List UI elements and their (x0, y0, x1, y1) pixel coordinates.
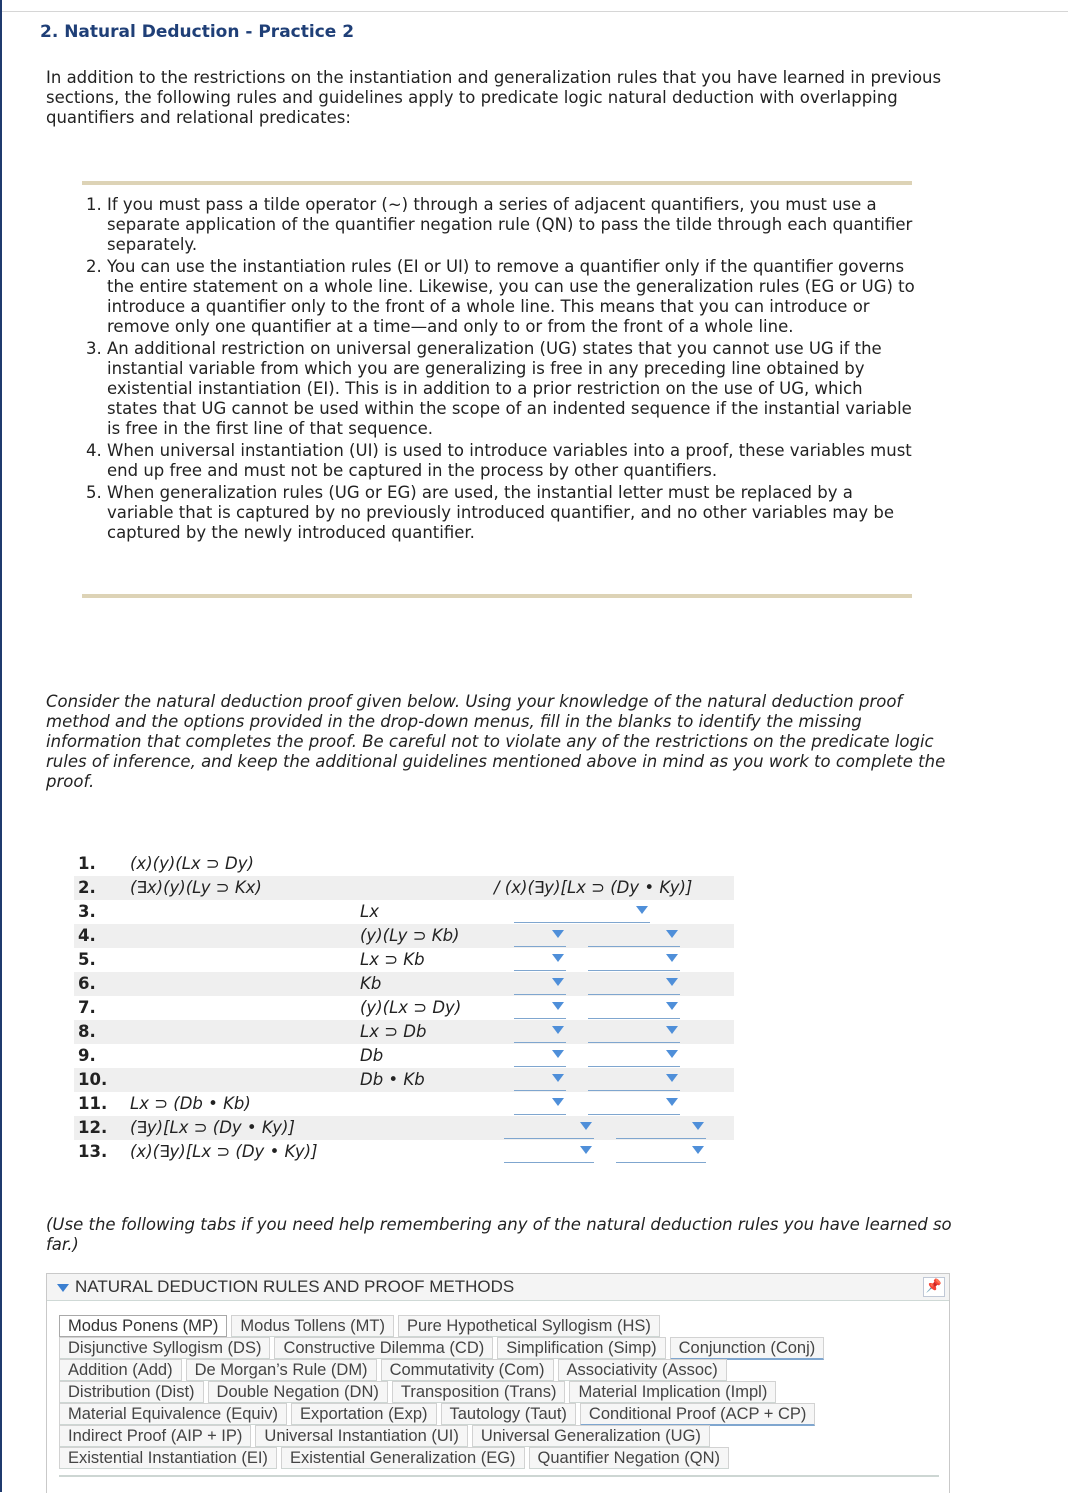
guidelines-bottom-rule (82, 594, 912, 598)
instructions-paragraph: Consider the natural deduction proof given below. Using your knowledge of the natural deduction proof method and the options provided in the drop-down menus, fill in the blanks to identify the missing information that completes the proof. Be careful not to violate any of the restrictions on the predicate logic rules of inference, and keep the additional guidelines mentioned above in mind as you work to complete the proof. (46, 692, 946, 791)
tab-row (59, 1403, 819, 1425)
tab-modus-tollens[interactable]: Modus Tollens (MT) (231, 1315, 394, 1337)
line-12-rule-dropdown[interactable] (616, 1116, 706, 1139)
guideline-item: 3. An additional restriction on universal generalization (UG) states that you cannot use UG if the instantial variable from which you are generalizing is free in any preceding line obtained by existential instantiation (EI). This is in addition to a prior restriction on the use of UG, which states that UG cannot be used within the scope of an indented sequence if the instantial variable is free in the first line of that sequence. (107, 339, 917, 439)
proof-line-12 (74, 1116, 734, 1140)
rule-tabs (59, 1315, 939, 1477)
guidelines-box (82, 181, 915, 599)
line-4-line-ref-dropdown[interactable] (514, 924, 566, 947)
guidelines-list (82, 195, 917, 545)
tab-constructive-dilemma[interactable]: Constructive Dilemma (CD) (274, 1337, 493, 1359)
tab-tautology[interactable]: Tautology (Taut) (441, 1403, 576, 1425)
line-5-rule-dropdown[interactable] (588, 948, 680, 971)
line-statement: Db • Kb (360, 1070, 425, 1089)
chevron-down-icon (636, 906, 648, 914)
tab-row (59, 1381, 780, 1403)
tab-modus-ponens[interactable]: Modus Ponens (MP) (59, 1315, 227, 1337)
proof-line-5 (74, 948, 734, 972)
tab-transposition[interactable]: Transposition (Trans) (392, 1381, 566, 1403)
proof-line-10 (74, 1068, 734, 1092)
tab-double-negation[interactable]: Double Negation (DN) (208, 1381, 388, 1403)
proof-line-4 (74, 924, 734, 948)
proof-table (74, 852, 734, 1164)
tab-indirect-proof[interactable]: Indirect Proof (AIP + IP) (59, 1425, 251, 1447)
tab-commutativity[interactable]: Commutativity (Com) (381, 1359, 554, 1381)
line-number: 7. (78, 998, 96, 1017)
tab-row (59, 1315, 664, 1337)
chevron-down-icon (666, 1098, 678, 1106)
chevron-down-icon (666, 930, 678, 938)
line-statement: (x)(∃y)[Lx ⊃ (Dy • Ky)] (130, 1142, 318, 1161)
proof-line-11 (74, 1092, 734, 1116)
tab-conjunction[interactable]: Conjunction (Conj) (670, 1337, 825, 1360)
chevron-down-icon (552, 1026, 564, 1034)
line-number: 11. (78, 1094, 108, 1113)
line-statement: Lx (360, 902, 379, 921)
line-3-justification-dropdown[interactable] (514, 900, 650, 923)
line-statement: Db (360, 1046, 384, 1065)
tab-row (59, 1425, 714, 1447)
guideline-item: 4. When universal instantiation (UI) is used to introduce variables into a proof, these variables must end up free and must not be captured in the process by other quantifiers. (107, 441, 917, 481)
line-number: 4. (78, 926, 96, 945)
tab-existential-instantiation[interactable]: Existential Instantiation (EI) (59, 1447, 277, 1469)
tab-de-morgans-rule[interactable]: De Morgan’s Rule (DM) (186, 1359, 377, 1381)
guideline-item: 1. If you must pass a tilde operator (~) through a series of adjacent quantifiers, you must use a separate application of the quantifier negation rule (QN) to pass the tilde through each quantifier separately. (107, 195, 917, 255)
chevron-down-icon (552, 954, 564, 962)
tab-universal-generalization[interactable]: Universal Generalization (UG) (472, 1425, 710, 1447)
page-title: 2. Natural Deduction - Practice 2 (40, 22, 355, 42)
top-divider (2, 11, 1068, 12)
tab-row (59, 1337, 828, 1359)
line-8-line-ref-dropdown[interactable] (514, 1020, 566, 1043)
tab-material-equivalence[interactable]: Material Equivalence (Equiv) (59, 1403, 287, 1425)
line-6-rule-dropdown[interactable] (588, 972, 680, 995)
tab-conditional-proof[interactable]: Conditional Proof (ACP + CP) (580, 1403, 816, 1426)
line-7-rule-dropdown[interactable] (588, 996, 680, 1019)
tab-row (59, 1447, 733, 1469)
intro-paragraph: In addition to the restrictions on the instantiation and generalization rules that you have learned in previous sections, the following rules and guidelines apply to predicate logic natural deduction with overlapping quantifiers and relational predicates: (46, 68, 942, 127)
line-10-rule-dropdown[interactable] (588, 1068, 680, 1091)
proof-line-1 (74, 852, 734, 876)
chevron-down-icon (666, 1026, 678, 1034)
left-accent-bar (0, 0, 2, 1492)
tab-material-implication[interactable]: Material Implication (Impl) (569, 1381, 776, 1403)
line-statement: (∃y)[Lx ⊃ (Dy • Ky)] (130, 1118, 295, 1137)
chevron-down-icon (552, 1074, 564, 1082)
line-number: 10. (78, 1070, 108, 1089)
chevron-down-icon (580, 1122, 592, 1130)
proof-line-13 (74, 1140, 734, 1164)
line-11-line-ref-dropdown[interactable] (514, 1092, 566, 1115)
line-number: 13. (78, 1142, 108, 1161)
line-number: 12. (78, 1118, 108, 1137)
line-number: 9. (78, 1046, 96, 1065)
proof-line-3 (74, 900, 734, 924)
guideline-item: 5. When generalization rules (UG or EG) are used, the instantial letter must be replaced by a variable that is captured by no previously introduced quantifier, and no other variables may be captured by the newly introduced quantifier. (107, 483, 917, 543)
line-number: 6. (78, 974, 96, 993)
guidelines-top-rule (82, 181, 912, 185)
chevron-down-icon (552, 1002, 564, 1010)
proof-line-9 (74, 1044, 734, 1068)
tab-addition[interactable]: Addition (Add) (59, 1359, 182, 1381)
line-number: 3. (78, 902, 96, 921)
line-statement: Lx ⊃ Kb (360, 950, 425, 969)
chevron-down-icon (692, 1122, 704, 1130)
line-4-rule-dropdown[interactable] (588, 924, 680, 947)
chevron-down-icon (580, 1146, 592, 1154)
help-note: (Use the following tabs if you need help remembering any of the natural deduction rules you have learned so far.) (46, 1215, 952, 1254)
line-9-line-ref-dropdown[interactable] (514, 1044, 566, 1067)
proof-line-2 (74, 876, 734, 900)
line-10-line-ref-dropdown[interactable] (514, 1068, 566, 1091)
tab-distribution[interactable]: Distribution (Dist) (59, 1381, 204, 1403)
tab-disjunctive-syllogism[interactable]: Disjunctive Syllogism (DS) (59, 1337, 270, 1359)
line-statement: Kb (360, 974, 382, 993)
rules-panel-header[interactable] (47, 1274, 949, 1301)
line-11-rule-dropdown[interactable] (588, 1092, 680, 1115)
rules-panel (46, 1273, 950, 1493)
line-number: 1. (78, 854, 96, 873)
line-statement: Lx ⊃ (Db • Kb) (130, 1094, 251, 1113)
line-number: 5. (78, 950, 96, 969)
tab-associativity[interactable]: Associativity (Assoc) (558, 1359, 727, 1381)
pin-icon[interactable]: 📌 (923, 1277, 945, 1297)
line-13-rule-dropdown[interactable] (616, 1140, 706, 1163)
chevron-down-icon (552, 1098, 564, 1106)
tab-universal-instantiation[interactable]: Universal Instantiation (UI) (255, 1425, 467, 1447)
collapse-triangle-icon[interactable] (57, 1284, 69, 1292)
line-statement: (x)(y)(Lx ⊃ Dy) (130, 854, 254, 873)
rules-panel-body (47, 1301, 949, 1493)
tab-existential-generalization[interactable]: Existential Generalization (EG) (281, 1447, 525, 1469)
chevron-down-icon (552, 1050, 564, 1058)
tab-quantifier-negation[interactable]: Quantifier Negation (QN) (529, 1447, 730, 1469)
tab-row (59, 1359, 731, 1381)
line-9-rule-dropdown[interactable] (588, 1044, 680, 1067)
chevron-down-icon (666, 954, 678, 962)
line-7-line-ref-dropdown[interactable] (514, 996, 566, 1019)
line-statement: (y)(Lx ⊃ Dy) (360, 998, 462, 1017)
tab-exportation[interactable]: Exportation (Exp) (291, 1403, 436, 1425)
line-number: 2. (78, 878, 96, 897)
tab-pure-hypothetical-syllogism[interactable]: Pure Hypothetical Syllogism (HS) (398, 1315, 660, 1337)
rules-panel-title: NATURAL DEDUCTION RULES AND PROOF METHODS (75, 1277, 515, 1296)
line-number: 8. (78, 1022, 96, 1041)
tab-simplification[interactable]: Simplification (Simp) (497, 1337, 665, 1359)
guideline-item: 2. You can use the instantiation rules (EI or UI) to remove a quantifier only if the quantifier governs the entire statement on a whole line. Likewise, you can use the generalization rules (EG or UG) to introduce a quantifier only to the front of a whole line. This means that you can introduce or remove only one quantifier at a time—and only to or from the front of a whole line. (107, 257, 917, 337)
line-statement: (y)(Ly ⊃ Kb) (360, 926, 460, 945)
line-13-line-ref-dropdown[interactable] (504, 1140, 594, 1163)
line-5-line-ref-dropdown[interactable] (514, 948, 566, 971)
chevron-down-icon (552, 978, 564, 986)
line-statement: (∃x)(y)(Ly ⊃ Kx) (130, 878, 262, 897)
line-12-line-ref-dropdown[interactable] (504, 1116, 594, 1139)
chevron-down-icon (552, 930, 564, 938)
line-6-line-ref-dropdown[interactable] (514, 972, 566, 995)
chevron-down-icon (666, 978, 678, 986)
line-statement: Lx ⊃ Db (360, 1022, 427, 1041)
chevron-down-icon (666, 1002, 678, 1010)
proof-line-6 (74, 972, 734, 996)
chevron-down-icon (666, 1074, 678, 1082)
chevron-down-icon (666, 1050, 678, 1058)
proof-line-7 (74, 996, 734, 1020)
proof-conclusion: / (x)(∃y)[Lx ⊃ (Dy • Ky)] (494, 878, 693, 897)
line-8-rule-dropdown[interactable] (588, 1020, 680, 1043)
proof-line-8 (74, 1020, 734, 1044)
chevron-down-icon (692, 1146, 704, 1154)
